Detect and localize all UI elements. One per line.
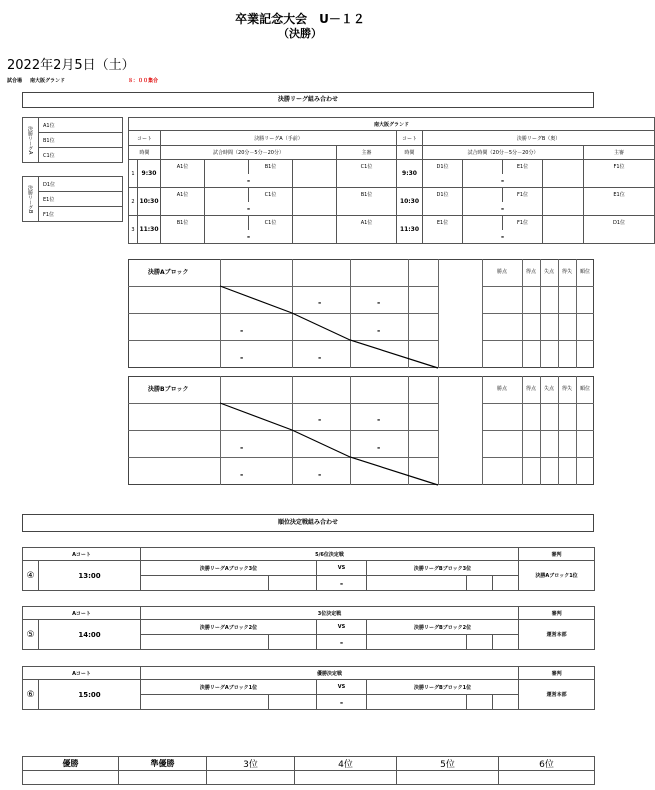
standing-header-goals-against: 失点 [543,386,554,392]
block-a-dash: - [240,353,244,362]
block-b-dash: - [377,443,381,452]
event-date: 2022年2月5日（土） [7,58,135,73]
block-a-title: 決勝Aブロック [148,269,189,276]
court-label-a: コート [129,131,161,146]
group-a-team-1: A1位 [39,118,123,133]
results-cell-champion [23,771,119,785]
block-b-dash: - [240,443,244,452]
team-home-a: A1位 [161,160,205,174]
row-number: 1 [129,160,138,188]
rank-ref-header: 審判 [519,548,595,561]
block-b-dash: - [318,470,322,479]
row-time-a: 9:30 [138,160,161,188]
results-cell-4th [295,771,397,785]
rank-match-time: 13:00 [39,561,141,591]
block-a-grid [128,259,594,368]
group-b-table [22,176,123,222]
rank-match-no: ⑤ [23,620,39,650]
rank-court: Aコート [23,607,141,620]
block-b-dash: - [318,415,322,424]
block-b-diagonal [128,376,594,485]
standing-header-goals-against: 失点 [543,269,554,275]
referee-b: D1位 [584,216,655,230]
rank-score-dash: - [317,576,367,591]
block-b-grid [128,376,594,485]
rank-court: Aコート [23,548,141,561]
rank-score-dash: - [317,635,367,650]
block-a-diagonal [128,259,594,368]
referee-b: F1位 [584,160,655,174]
schedule-table [128,117,655,244]
rank-match-label: 優勝決定戦 [141,667,519,680]
rank-referee: 決勝Aブロック1位 [519,561,595,591]
group-b-label: 決勝リーグB [23,177,39,222]
group-a-label: 決勝リーグA [23,118,39,163]
rank-match-no: ⑥ [23,680,39,710]
results-header-4th: 4位 [295,757,397,771]
block-a-dash: - [240,326,244,335]
team-home-b: D1位 [423,188,463,202]
results-header-champion: 優勝 [23,757,119,771]
results-table [22,756,595,785]
rank-match-table [22,547,595,591]
row-time-a: 11:30 [138,216,161,244]
team-away-b: F1位 [503,216,543,230]
referee-a: B1位 [337,188,397,202]
group-a-table [22,117,123,163]
results-cell-3rd [207,771,295,785]
rank-away: 決勝リーグBブロック2位 [367,620,519,635]
block-a-dash: - [318,353,322,362]
court-b-name: 決勝リーグB（奥） [423,131,655,146]
row-number: 3 [129,216,138,244]
team-home-b: D1位 [423,160,463,174]
team-away-b: E1位 [503,160,543,174]
rank-match-time: 14:00 [39,620,141,650]
rank-away: 決勝リーグBブロック1位 [367,680,519,695]
block-b-dash: - [240,470,244,479]
rank-match-table [22,606,595,650]
schedule-row [129,160,655,174]
standing-header-goals-for: 得点 [525,269,536,275]
standing-header-rank: 順位 [579,386,590,392]
page-title: 卒業記念大会 U－１２ [235,12,365,26]
standing-header-goal-diff: 得失 [561,269,572,275]
group-a-team-3: C1位 [39,148,123,163]
assembly-time: ８：００集合 [128,78,159,84]
schedule-ground: 南大阪グランド [129,118,655,131]
team-home-a: A1位 [161,188,205,202]
rank-ref-header: 審判 [519,667,595,680]
time-header-b: 時間 [397,146,423,160]
rank-home: 決勝リーグAブロック1位 [141,680,317,695]
standing-header-goals-for: 得点 [525,386,536,392]
rank-score-dash: - [317,695,367,710]
score-dash-a: - [205,202,293,216]
group-b-team-1: D1位 [39,177,123,192]
rank-vs: VS [317,620,367,635]
row-time-b: 10:30 [397,188,423,216]
block-b-dash: - [377,415,381,424]
standing-header-points: 勝点 [496,386,507,392]
rank-referee: 運営本部 [519,680,595,710]
page-subtitle: （決勝） [278,27,322,40]
results-header-5th: 5位 [397,757,499,771]
block-a-dash: - [377,326,381,335]
referee-a: A1位 [337,216,397,230]
standing-header-goal-diff: 得失 [561,386,572,392]
team-away-a: C1位 [249,188,293,202]
rank-away: 決勝リーグBブロック3位 [367,561,519,576]
rank-ref-header: 審判 [519,607,595,620]
block-b-title: 決勝Bブロック [148,386,189,393]
rank-section-title: 順位決定戦組み合わせ [277,519,338,526]
results-header-3rd: 3位 [207,757,295,771]
team-home-b: E1位 [423,216,463,230]
venue-name: 南大阪グランド [30,78,66,84]
rank-match-label: 5/6位決定戦 [141,548,519,561]
row-time-b: 9:30 [397,160,423,188]
team-away-a: B1位 [249,160,293,174]
referee-header-a: 主審 [337,146,397,160]
score-dash-a: - [205,174,293,188]
results-cell-runner-up [119,771,207,785]
rank-home: 決勝リーグAブロック3位 [141,561,317,576]
rank-vs: VS [317,561,367,576]
league-section-title: 決勝リーグ組み合わせ [277,96,338,103]
results-header-6th: 6位 [499,757,595,771]
rank-match-no: ④ [23,561,39,591]
time-header-a: 時間 [129,146,161,160]
rank-match-table [22,666,595,710]
court-a-name: 決勝リーグA（手前） [161,131,397,146]
results-header-runner-up: 準優勝 [119,757,207,771]
group-b-team-3: F1位 [39,207,123,222]
court-label-b: コート [397,131,423,146]
standing-header-points: 勝点 [496,269,507,275]
team-away-a: C1位 [249,216,293,230]
rank-match-time: 15:00 [39,680,141,710]
referee-a: C1位 [337,160,397,174]
referee-b: E1位 [584,188,655,202]
results-cell-5th [397,771,499,785]
team-home-a: B1位 [161,216,205,230]
rank-referee: 運営本部 [519,620,595,650]
score-dash-b: - [463,230,543,244]
match-time-header-b: 試合時間（20分－5分－20分） [423,146,584,160]
block-a-dash: - [377,298,381,307]
venue-label: 試合場 [7,78,23,84]
block-a-dash: - [318,298,322,307]
score-dash-b: - [463,174,543,188]
standing-header-rank: 順位 [579,269,590,275]
rank-vs: VS [317,680,367,695]
group-a-team-2: B1位 [39,133,123,148]
row-number: 2 [129,188,138,216]
team-away-b: F1位 [503,188,543,202]
score-dash-a: - [205,230,293,244]
rank-match-label: 3位決定戦 [141,607,519,620]
rank-court: Aコート [23,667,141,680]
score-dash-b: - [463,202,543,216]
schedule-row [129,188,655,202]
rank-home: 決勝リーグAブロック2位 [141,620,317,635]
referee-header-b: 主審 [584,146,655,160]
row-time-a: 10:30 [138,188,161,216]
match-time-header-a: 試合時間（20分－5分－20分） [161,146,337,160]
group-b-team-2: E1位 [39,192,123,207]
results-cell-6th [499,771,595,785]
row-time-b: 11:30 [397,216,423,244]
schedule-row [129,216,655,230]
